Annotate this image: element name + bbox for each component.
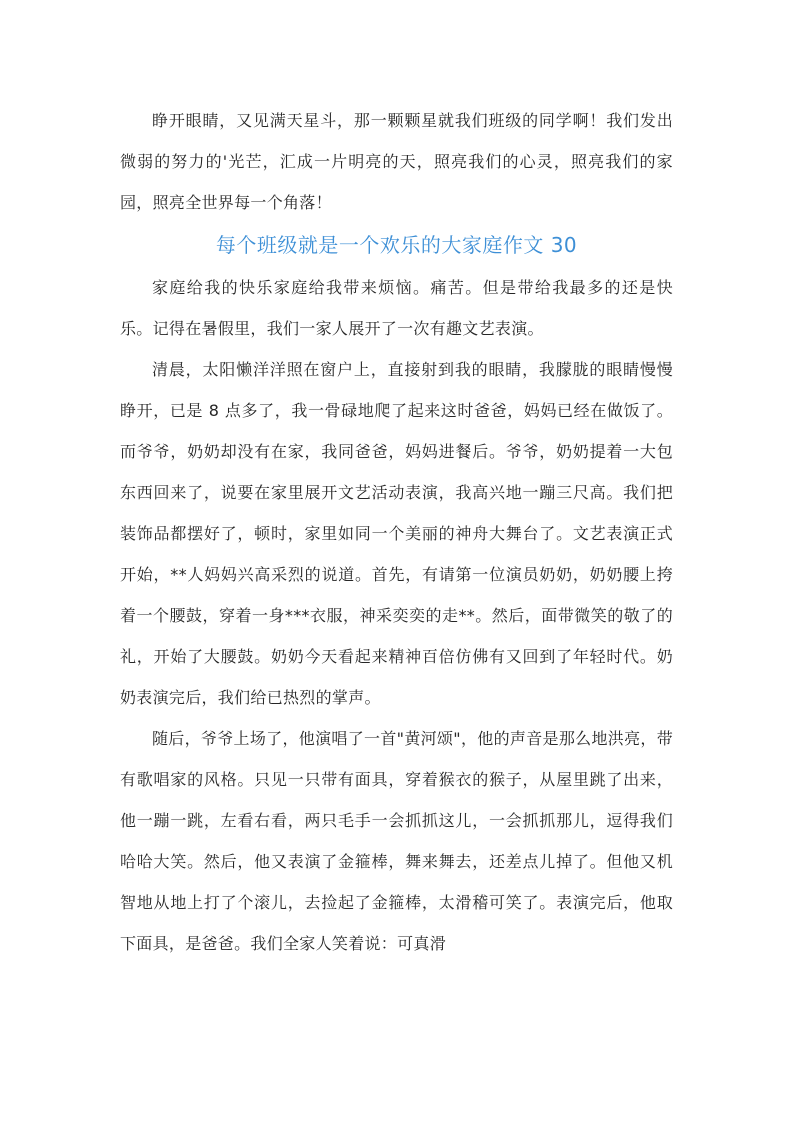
section-title: 每个班级就是一个欢乐的大家庭作文 30 [215, 233, 578, 257]
document-body [120, 100, 673, 964]
body-paragraph-1: 家庭给我的快乐家庭给我带来烦恼。痛苦。但是带给我最多的还是快乐。记得在暑假里，我们一家人展开了一次有趣文艺表演。 [120, 278, 673, 338]
body-paragraph-3: 随后，爷爷上场了，他演唱了一首"黄河颂"，他的声音是那么地洪亮，带有歌唱家的风格。只见一只带有面具，穿着猴衣的猴子，从屋里跳了出来，他一蹦一跳，左看右看，两只毛手一会抓抓这儿，一会抓抓那儿，逗得我们哈哈大笑。然后，他又表演了金箍棒，舞来舞去，还差点儿掉了。但他又机智地从地上打了个滚儿，去捡起了金箍棒，太滑稽可笑了。表演完后，他取下面具，是爸爸。我们全家人笑着说：可真滑 [120, 729, 673, 953]
body-paragraph-2: 清晨，太阳懒洋洋照在窗户上，直接射到我的眼睛，我朦胧的眼睛慢慢睁开，已是 8 点多了，我一骨碌地爬了起来这时爸爸，妈妈已经在做饭了。而爷爷，奶奶却没有在家，我同爸爸，妈妈进餐后。爷爷，奶奶提着一大包东西回来了，说要在家里展开文艺活动表演，我高兴地一蹦三尺高。我们把装饰品都摆好了，顿时，家里如同一个美丽的神舟大舞台了。文艺表演正式开始，**人妈妈兴高采烈的说道。首先，有请第一位演员奶奶，奶奶腰上挎着一个腰鼓，穿着一身***衣服，神采奕奕的走**。然后，面带微笑的敬了的礼，开始了大腰鼓。奶奶今天看起来精神百倍仿佛有又回到了年轻时代。奶奶表演完后，我们给已热烈的掌声。 [120, 360, 673, 707]
intro-paragraph: 睁开眼睛，又见满天星斗，那一颗颗星就我们班级的同学啊！我们发出微弱的努力的'光芒，汇成一片明亮的天，照亮我们的心灵，照亮我们的家园，照亮全世界每一个角落！ [120, 111, 673, 212]
